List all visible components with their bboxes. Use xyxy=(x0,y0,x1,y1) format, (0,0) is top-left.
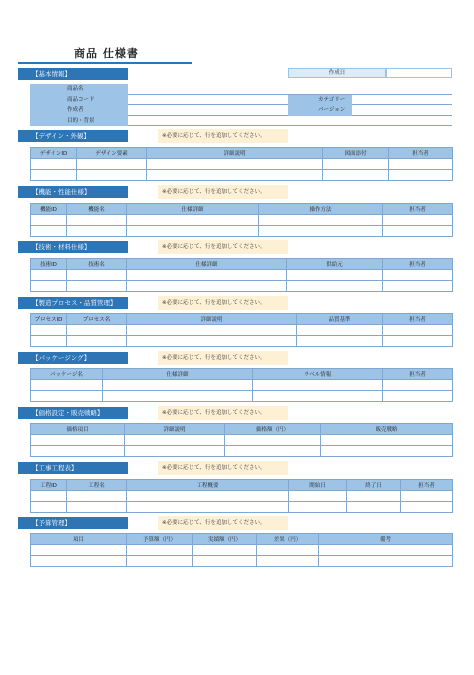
product-code-label: 商品コード xyxy=(67,96,95,103)
table-cell[interactable] xyxy=(31,556,127,567)
category-field[interactable] xyxy=(352,95,452,106)
table-cell[interactable] xyxy=(125,446,225,457)
note-budget: ※必要に応じて、行を追加してください。 xyxy=(158,516,288,530)
col-header: 機能名 xyxy=(67,204,127,215)
table-cell[interactable] xyxy=(31,391,103,402)
note-process: ※必要に応じて、行を追加してください。 xyxy=(158,296,288,310)
col-header: 詳細説明 xyxy=(125,424,225,435)
table-cell[interactable] xyxy=(347,491,401,502)
table-row xyxy=(31,556,453,567)
table-row xyxy=(31,502,453,513)
table-row xyxy=(31,226,453,237)
note-schedule: ※必要に応じて、行を追加してください。 xyxy=(158,461,288,475)
table-row xyxy=(31,281,453,292)
table-row xyxy=(31,391,453,402)
table-cell[interactable] xyxy=(383,270,453,281)
col-header: 工程名 xyxy=(67,480,127,491)
table-cell[interactable] xyxy=(253,380,383,391)
table-cell[interactable] xyxy=(31,435,125,446)
col-header: 担当者 xyxy=(383,204,453,215)
purpose-field[interactable] xyxy=(128,116,452,127)
col-header: 販売戦略 xyxy=(321,424,453,435)
page-title: 商品 仕様書 xyxy=(74,47,139,60)
note-tech: ※必要に応じて、行を追加してください。 xyxy=(158,240,288,254)
table-cell[interactable] xyxy=(321,435,453,446)
author-label: 作成者 xyxy=(67,107,84,113)
col-header: 操作方法 xyxy=(259,204,383,215)
table-cell[interactable] xyxy=(259,215,383,226)
col-header: 予算額（円） xyxy=(127,534,193,545)
table-row xyxy=(31,215,453,226)
table-cell[interactable] xyxy=(383,226,453,237)
table-budget xyxy=(30,533,453,567)
table-cell[interactable] xyxy=(77,159,147,170)
table-cell[interactable] xyxy=(289,491,347,502)
section-header-schedule: 【工事工程表】 xyxy=(18,462,128,474)
table-cell[interactable] xyxy=(67,270,127,281)
table-cell[interactable] xyxy=(67,336,127,347)
col-header: 技術名 xyxy=(67,259,127,270)
table-cell[interactable] xyxy=(253,391,383,402)
table-cell[interactable] xyxy=(383,380,453,391)
table-cell[interactable] xyxy=(125,435,225,446)
title-underline xyxy=(18,62,192,64)
section-header-design: 【デザイン・外観】 xyxy=(18,130,128,142)
table-cell[interactable] xyxy=(67,502,127,513)
table-row xyxy=(31,325,453,336)
purpose-label: 目的・背景 xyxy=(67,117,95,124)
table-cell[interactable] xyxy=(389,170,453,181)
basic-info-labels xyxy=(30,84,128,126)
table-schedule xyxy=(30,479,453,513)
col-header: 担当者 xyxy=(383,259,453,270)
table-cell[interactable] xyxy=(257,545,319,556)
col-header: 詳細説明 xyxy=(147,148,323,159)
col-header: 供給元 xyxy=(287,259,383,270)
col-header: プロセスID xyxy=(31,314,67,325)
table-cell[interactable] xyxy=(31,336,67,347)
table-cell[interactable] xyxy=(31,502,67,513)
table-header-row xyxy=(31,480,453,491)
table-cell[interactable] xyxy=(401,491,453,502)
section-header-basic: 【基本情報】 xyxy=(18,68,128,80)
table-cell[interactable] xyxy=(103,391,253,402)
col-header: 開始日 xyxy=(289,480,347,491)
col-header: デザインID xyxy=(31,148,77,159)
note-pricing: ※必要に応じて、行を追加してください。 xyxy=(158,406,288,420)
note-design: ※必要に応じて、行を追加してください。 xyxy=(158,129,288,143)
table-cell[interactable] xyxy=(77,170,147,181)
table-cell[interactable] xyxy=(31,281,67,292)
table-cell[interactable] xyxy=(383,325,453,336)
col-header: 担当者 xyxy=(389,148,453,159)
table-cell[interactable] xyxy=(31,270,67,281)
table-cell[interactable] xyxy=(127,336,297,347)
table-header-row xyxy=(31,534,453,545)
table-cell[interactable] xyxy=(127,502,289,513)
col-header: 価格項目 xyxy=(31,424,125,435)
table-cell[interactable] xyxy=(347,502,401,513)
table-pricing xyxy=(30,423,453,457)
table-cell[interactable] xyxy=(383,391,453,402)
table-cell[interactable] xyxy=(259,226,383,237)
table-cell[interactable] xyxy=(67,325,127,336)
table-row xyxy=(31,545,453,556)
table-cell[interactable] xyxy=(147,159,323,170)
basic-info-block xyxy=(30,84,452,126)
table-process xyxy=(30,313,453,347)
section-header-tech: 【技術・材料仕様】 xyxy=(18,241,128,253)
col-header: デザイン要素 xyxy=(77,148,147,159)
table-header-row xyxy=(31,314,453,325)
table-cell[interactable] xyxy=(319,545,453,556)
col-header: 仕様詳細 xyxy=(127,259,287,270)
table-cell[interactable] xyxy=(289,502,347,513)
table-cell[interactable] xyxy=(383,215,453,226)
table-cell[interactable] xyxy=(31,446,125,457)
table-cell[interactable] xyxy=(31,545,127,556)
col-header: 工程ID xyxy=(31,480,67,491)
col-header: 仕様詳細 xyxy=(103,369,253,380)
table-row xyxy=(31,446,453,457)
table-cell[interactable] xyxy=(31,380,103,391)
table-cell[interactable] xyxy=(287,281,383,292)
section-header-budget: 【予算管理】 xyxy=(18,517,128,529)
table-cell[interactable] xyxy=(323,170,389,181)
table-cell[interactable] xyxy=(31,491,67,502)
col-header: 担当者 xyxy=(401,480,453,491)
table-cell[interactable] xyxy=(383,281,453,292)
table-tech xyxy=(30,258,453,292)
table-cell[interactable] xyxy=(193,556,257,567)
created-date-label: 作成日 xyxy=(288,68,386,78)
section-header-packaging: 【パッケージング】 xyxy=(18,352,128,364)
col-header: 担当者 xyxy=(383,314,453,325)
table-design xyxy=(30,147,453,181)
col-header: 詳細説明 xyxy=(127,314,297,325)
table-cell[interactable] xyxy=(67,226,127,237)
table-cell[interactable] xyxy=(323,159,389,170)
table-cell[interactable] xyxy=(225,435,321,446)
table-header-row xyxy=(31,148,453,159)
table-cell[interactable] xyxy=(127,325,297,336)
category-version-labels xyxy=(288,95,352,116)
table-cell[interactable] xyxy=(319,556,453,567)
table-cell[interactable] xyxy=(257,556,319,567)
col-header: プロセス名 xyxy=(67,314,127,325)
table-cell[interactable] xyxy=(127,226,259,237)
col-header: 項目 xyxy=(31,534,127,545)
col-header: 図面添付 xyxy=(323,148,389,159)
col-header: 終了日 xyxy=(347,480,401,491)
table-row xyxy=(31,491,453,502)
table-cell[interactable] xyxy=(31,226,67,237)
col-header: 技術ID xyxy=(31,259,67,270)
table-cell[interactable] xyxy=(193,545,257,556)
category-label: カテゴリー xyxy=(318,96,346,103)
col-header: 工程概要 xyxy=(127,480,289,491)
product-name-label: 商品名 xyxy=(67,86,84,92)
col-header: 備考 xyxy=(319,534,453,545)
table-cell[interactable] xyxy=(67,215,127,226)
table-cell[interactable] xyxy=(383,336,453,347)
table-packaging xyxy=(30,368,453,402)
table-row xyxy=(31,170,453,181)
table-cell[interactable] xyxy=(297,325,383,336)
product-name-field[interactable] xyxy=(128,84,452,95)
table-function xyxy=(30,203,453,237)
table-cell[interactable] xyxy=(67,281,127,292)
col-header: 機能ID xyxy=(31,204,67,215)
table-row xyxy=(31,380,453,391)
col-header: 品質基準 xyxy=(297,314,383,325)
table-row xyxy=(31,435,453,446)
table-row xyxy=(31,270,453,281)
version-label: バージョン xyxy=(318,107,346,113)
table-header-row xyxy=(31,204,453,215)
table-cell[interactable] xyxy=(127,545,193,556)
version-field[interactable] xyxy=(352,105,452,116)
section-header-process: 【製造プロセス・品質管理】 xyxy=(18,297,128,309)
table-header-row xyxy=(31,259,453,270)
table-cell[interactable] xyxy=(103,380,253,391)
table-cell[interactable] xyxy=(31,215,67,226)
table-cell[interactable] xyxy=(401,502,453,513)
col-header: ラベル情報 xyxy=(253,369,383,380)
col-header: パッケージ名 xyxy=(31,369,103,380)
table-cell[interactable] xyxy=(287,270,383,281)
note-packaging: ※必要に応じて、行を追加してください。 xyxy=(158,351,288,365)
col-header: 差異（円） xyxy=(257,534,319,545)
section-header-function: 【機能・性能仕様】 xyxy=(18,186,128,198)
col-header: 価格額（円） xyxy=(225,424,321,435)
author-field[interactable] xyxy=(128,105,288,116)
note-function: ※必要に応じて、行を追加してください。 xyxy=(158,185,288,199)
table-cell[interactable] xyxy=(31,325,67,336)
table-cell[interactable] xyxy=(127,215,259,226)
table-cell[interactable] xyxy=(225,446,321,457)
col-header: 実績額（円） xyxy=(193,534,257,545)
col-header: 仕様詳細 xyxy=(127,204,259,215)
table-header-row xyxy=(31,424,453,435)
table-cell[interactable] xyxy=(31,170,77,181)
table-cell[interactable] xyxy=(147,170,323,181)
table-cell[interactable] xyxy=(127,556,193,567)
table-cell[interactable] xyxy=(127,270,287,281)
section-header-pricing: 【価格設定・販売戦略】 xyxy=(18,407,128,419)
created-date-field[interactable] xyxy=(386,68,452,78)
table-row xyxy=(31,159,453,170)
table-cell[interactable] xyxy=(321,446,453,457)
table-header-row xyxy=(31,369,453,380)
table-cell[interactable] xyxy=(389,159,453,170)
table-cell[interactable] xyxy=(127,281,287,292)
table-cell[interactable] xyxy=(67,491,127,502)
col-header: 担当者 xyxy=(383,369,453,380)
table-cell[interactable] xyxy=(297,336,383,347)
table-cell[interactable] xyxy=(127,491,289,502)
table-cell[interactable] xyxy=(31,159,77,170)
product-code-field[interactable] xyxy=(128,95,288,106)
table-row xyxy=(31,336,453,347)
